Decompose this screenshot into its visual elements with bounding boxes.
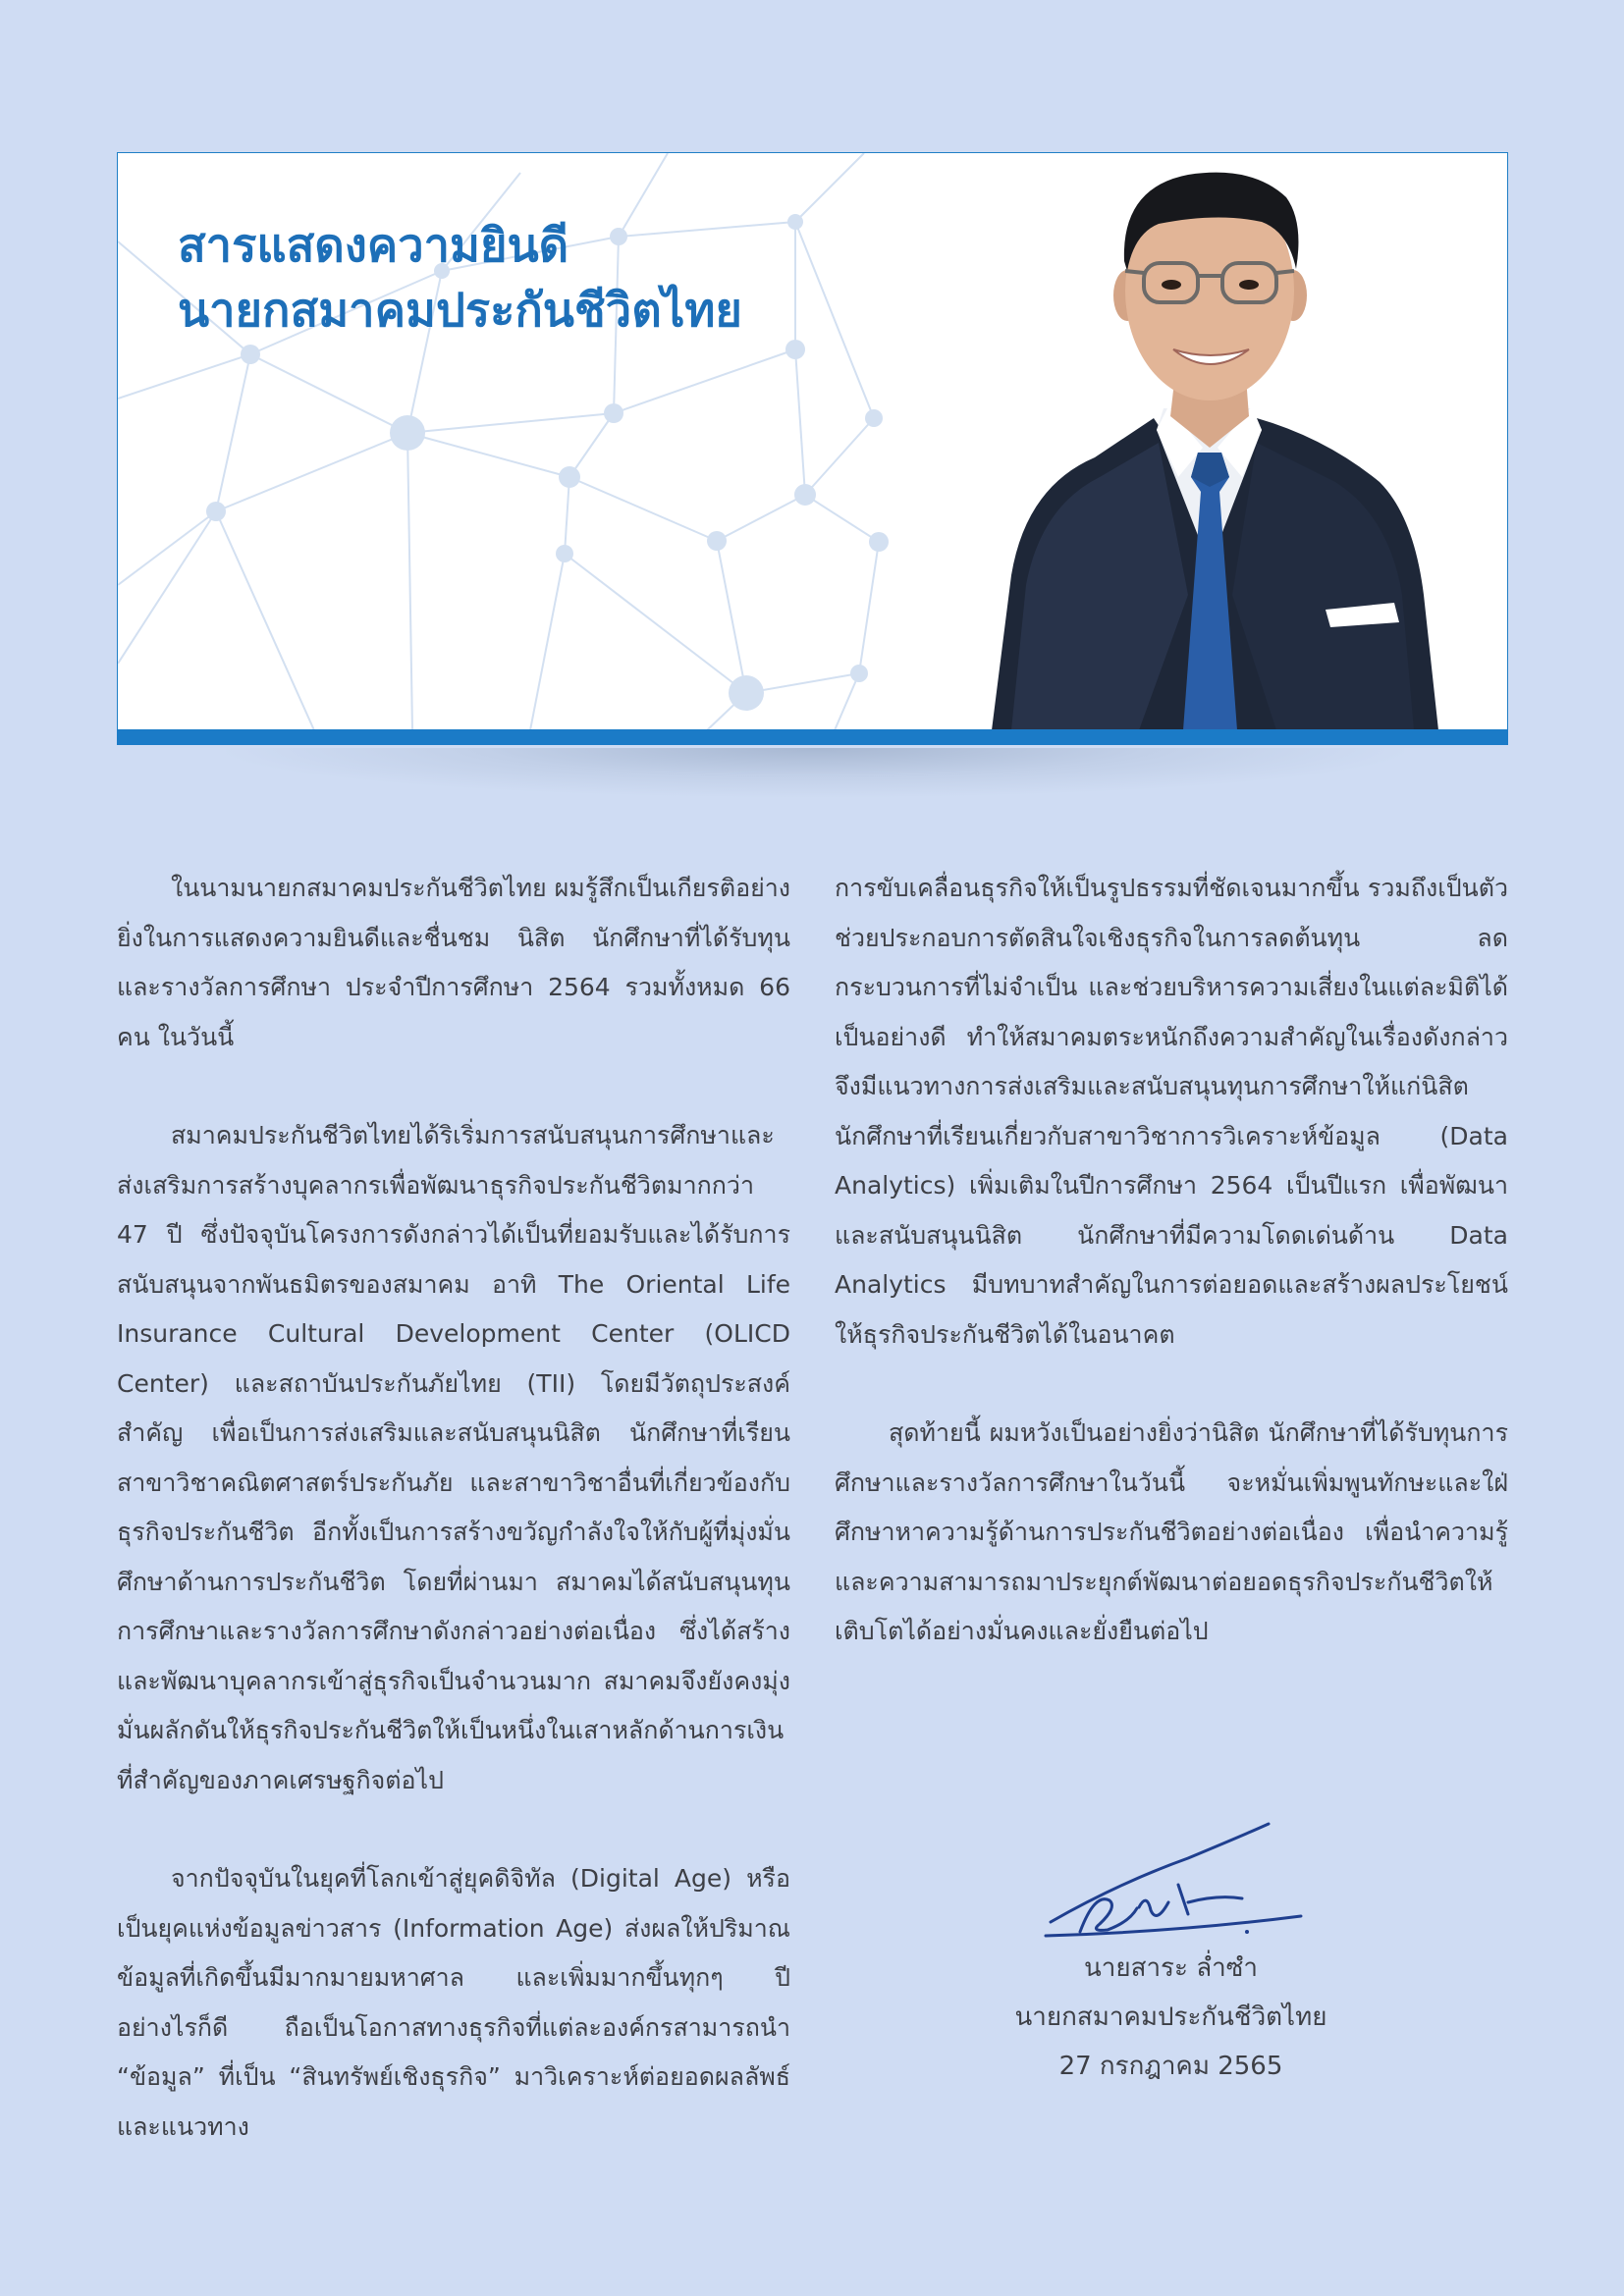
banner-shadow [226, 748, 1404, 797]
left-text-column [117, 864, 790, 2201]
signer-position: นายกสมาคมประกันชีวิตไทย [1014, 2002, 1327, 2032]
title-line-1: สารแสดงความยินดี [178, 219, 569, 273]
title-line-2: นายกสมาคมประกันชีวิตไทย [178, 284, 742, 338]
banner-accent-bar [117, 729, 1508, 745]
header-banner [117, 152, 1508, 730]
handwritten-signature [1041, 1814, 1316, 1942]
paragraph: ในนามนายกสมาคมประกันชีวิตไทย ผมรู้สึกเป็นเกียรติอย่างยิ่งในการแสดงความยินดีและชื่นชม นิสิต นักศึกษาที่ได้รับทุนและรางวัลการศึกษา ประจำปีการศึกษา 2564 รวมทั้งหมด 66 คน ในวันนี้ [117, 874, 790, 1051]
paragraph: สุดท้ายนี้ ผมหวังเป็นอย่างยิ่งว่านิสิต นักศึกษาที่ได้รับทุนการศึกษาและรางวัลการศึกษาในวันนี้ จะหมั่นเพิ่มพูนทักษะและใฝ่ศึกษาหาความรู้ด้านการประกันชีวิตอย่างต่อเนื่อง เพื่อนำความรู้และความสามารถมาประยุกต์พัฒนาต่อยอดธุรกิจประกันชีวิตให้เติบโตได้อย่างมั่นคงและยั่งยืนต่อไป [835, 1418, 1508, 1645]
paragraph: สมาคมประกันชีวิตไทยได้ริเริ่มการสนับสนุนการศึกษาและส่งเสริมการสร้างบุคลากรเพื่อพัฒนาธุรกิจประกันชีวิตมากกว่า 47 ปี ซึ่งปัจจุบันโครงการดังกล่าวได้เป็นที่ยอมรับและได้รับการสนับสนุนจากพันธมิตรของสมาคม อาทิ The Oriental Life Insurance Cultural Development Center (OLICD Center) และสถาบันประกันภัยไทย (TII) โดยมีวัตถุประสงค์สำคัญ เพื่อเป็นการส่งเสริมและสนับสนุนนิสิต นักศึกษาที่เรียนสาขาวิชาคณิตศาสตร์ประกันภัย และสาขาวิชาอื่นที่เกี่ยวข้องกับธุรกิจประกันชีวิต อีกทั้งเป็นการสร้างขวัญกำลังใจให้กับผู้ที่มุ่งมั่นศึกษาด้านการประกันชีวิต โดยที่ผ่านมา สมาคมได้สนับสนุนทุนการศึกษาและรางวัลการศึกษาดังกล่าวอย่างต่อเนื่อง ซึ่งได้สร้างและพัฒนาบุคลากรเข้าสู่ธุรกิจเป็นจำนวนมาก สมาคมจึงยังคงมุ่งมั่นผลักดันให้ธุรกิจประกันชีวิตให้เป็นหนึ่งในเสาหลักด้านการเงินที่สำคัญของภาคเศรษฐกิจต่อไป [117, 1121, 790, 1794]
president-portrait [864, 153, 1507, 730]
right-text-column [835, 864, 1508, 1706]
paragraph: จากปัจจุบันในยุคที่โลกเข้าสู่ยุคดิจิทัล (Digital Age) หรือเป็นยุคแห่งข้อมูลข่าวสาร (Information Age) ส่งผลให้ปริมาณข้อมูลที่เกิดขึ้นมีมากมายมหาศาล และเพิ่มมากขึ้นทุกๆ ปี อย่างไรก็ดี ถือเป็นโอกาสทางธุรกิจที่แต่ละองค์กรสามารถนำ “ข้อมูล” ที่เป็น “สินทรัพย์เชิงธุรกิจ” มาวิเคราะห์ต่อยอดผลลัพธ์และแนวทาง [117, 1864, 790, 2141]
signer-date: 27 กรกฎาคม 2565 [1058, 2052, 1283, 2081]
signer-block [933, 1944, 1409, 2091]
signer-name: นายสาระ ล่ำซำ [1083, 1953, 1259, 1983]
paragraph-continued: การขับเคลื่อนธุรกิจให้เป็นรูปธรรมที่ชัดเจนมากขึ้น รวมถึงเป็นตัวช่วยประกอบการตัดสินใจเชิงธุรกิจในการลดต้นทุน ลดกระบวนการที่ไม่จำเป็น และช่วยบริหารความเสี่ยงในแต่ละมิติได้เป็นอย่างดี ทำให้สมาคมตระหนักถึงความสำคัญในเรื่องดังกล่าว จึงมีแนวทางการส่งเสริมและสนับสนุนทุนการศึกษาให้แก่นิสิต นักศึกษาที่เรียนเกี่ยวกับสาขาวิชาการวิเคราะห์ข้อมูล (Data Analytics) เพิ่มเติมในปีการศึกษา 2564 เป็นปีแรก เพื่อพัฒนาและสนับสนุนนิสิต นักศึกษาที่มีความโดดเด่นด้าน Data Analytics มีบทบาทสำคัญในการต่อยอดและสร้างผลประโยชน์ให้ธุรกิจประกันชีวิตได้ในอนาคต [835, 874, 1508, 1349]
page-title [178, 214, 742, 344]
